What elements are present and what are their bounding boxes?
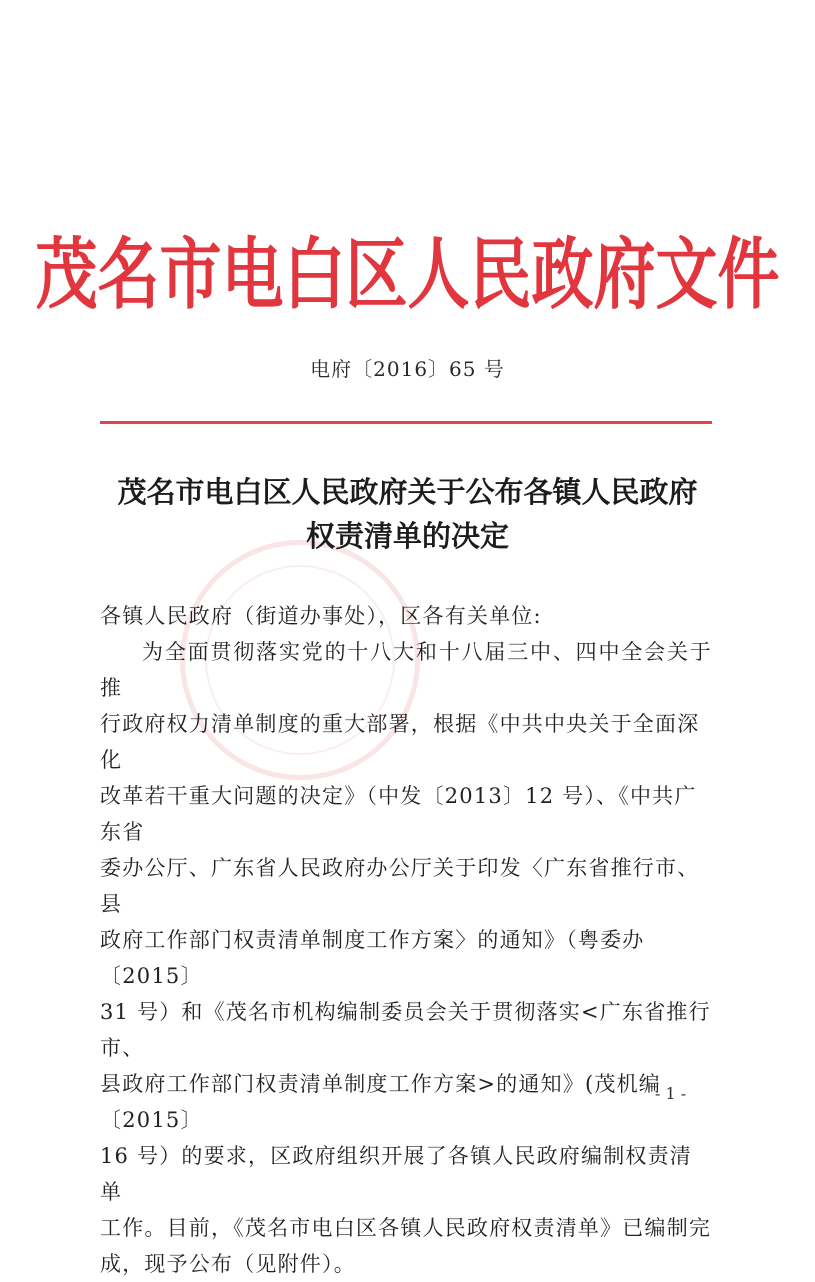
body-line: 工作。目前，《茂名市电白区各镇人民政府权责清单》已编制完 [100,1216,712,1240]
body-line: 行政府权力清单制度的重大部署，根据《中共中央关于全面深化 [100,712,700,772]
salutation: 各镇人民政府（街道办事处），区各有关单位: [100,604,542,628]
header-divider-rule [100,421,712,424]
document-title [0,470,815,558]
body-line: 16 号）的要求，区政府组织开展了各镇人民政府编制权责清单 [100,1144,692,1204]
body-line: 改革若干重大问题的决定》（中发〔2013〕12 号）、《中共广东省 [100,784,697,844]
document-number: 电府〔2016〕65 号 [310,357,505,381]
body-line: 县政府工作部门权责清单制度工作方案>的通知》(茂机编〔2015〕 [100,1072,661,1132]
body-line: 31 号）和《茂名市机构编制委员会关于贯彻落实<广东省推行市、 [100,1000,711,1060]
body-line: 为全面贯彻落实党的十八大和十八届三中、四中全会关于推 [100,640,712,700]
document-header: 茂名市电白区人民政府文件 [35,228,780,320]
title-line-2: 权责清单的决定 [305,519,509,553]
page-number: - 1 - [655,1084,687,1103]
title-line-1: 茂名市电白区人民政府关于公布各镇人民政府 [117,475,698,509]
body-line: 委办公厅、广东省人民政府办公厅关于印发〈广东省推行市、县 [100,856,700,916]
body-line: 成，现予公布（见附件）。 [100,1252,356,1276]
document-body [100,598,712,1282]
body-line: 政府工作部门权责清单制度工作方案〉的通知》（粤委办〔2015〕 [100,928,645,988]
